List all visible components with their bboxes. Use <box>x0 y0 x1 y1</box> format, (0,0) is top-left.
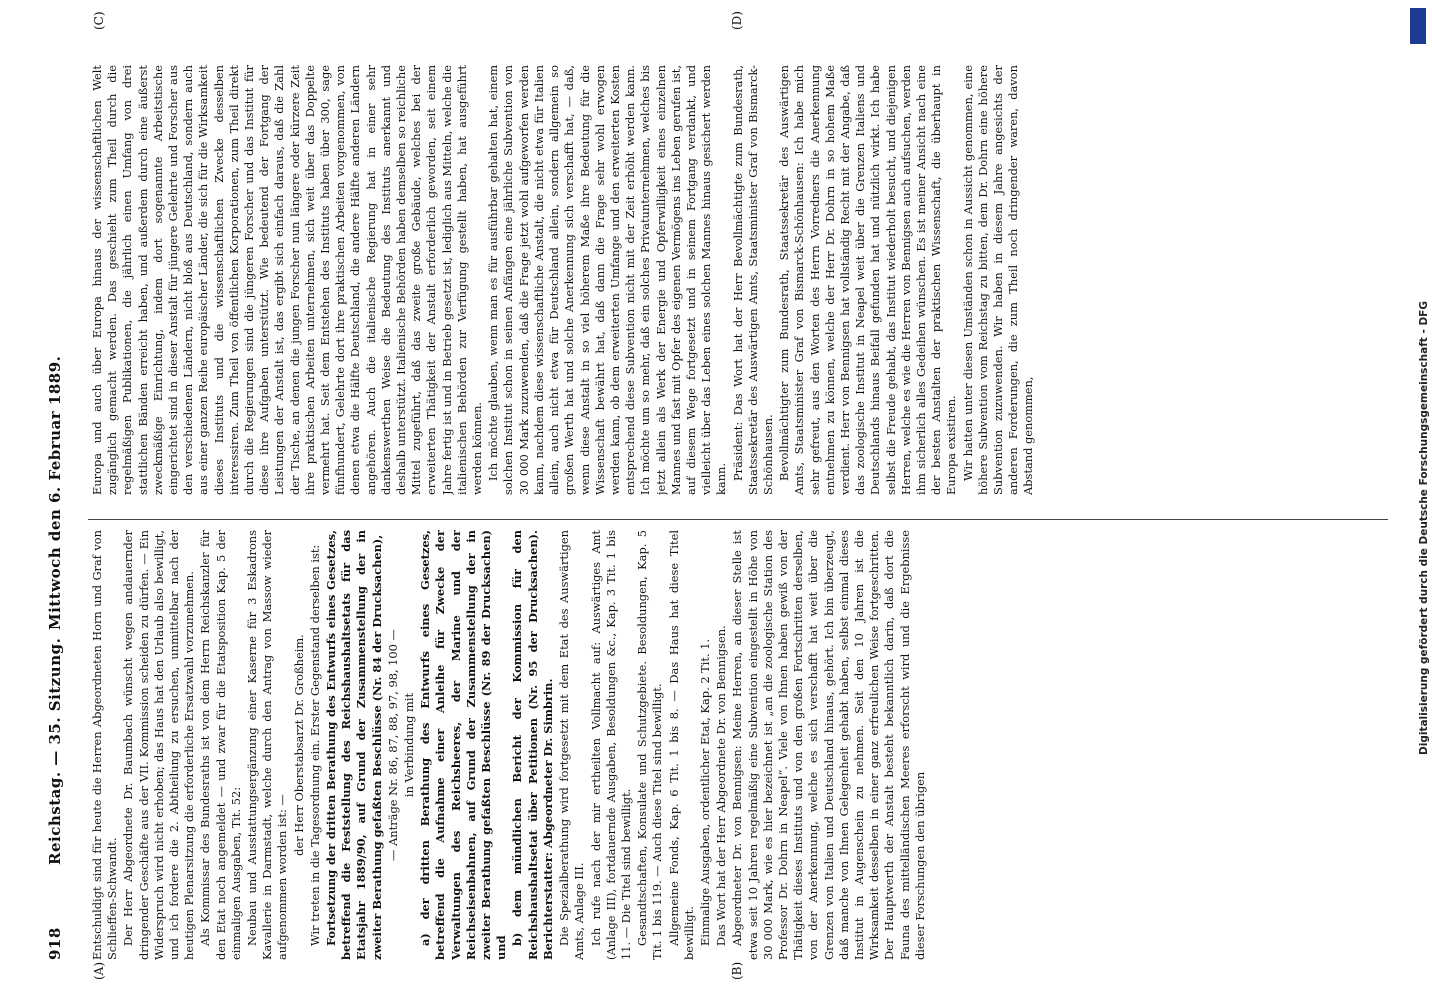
agenda-item-b: b) dem mündlichen Bericht der Kommission für den Reichshaushaltsetat über Petitionen (Nr. 95 der Drucksachen). Berichterstatter: Abgeordneter Dr. Simbrin. <box>510 530 555 960</box>
page-header <box>42 30 72 960</box>
agenda-item: Fortsetzung der dritten Berathung des Entwurfs eines Gesetzes, betreffend die Feststellung des Reichshaushaltsetats für das Etatsjahr 1889/90, auf Grund der Zusammenstellung der in zweiter Berathung gefaßten Beschlüsse (Nr. 84 der Drucksachen), <box>324 530 384 960</box>
paragraph: Wir hatten unter diesen Umständen schon in Aussicht genommen, eine höhere Subvention vom Reichstag zu bitten, dem Dr. Dohrn eine höhere Subvention zuzuwenden. Wir haben in diesem Jahre angesichts der anderen Forderungen, die zum Theil noch dringender waren, davon Abstand genommen, <box>960 65 1036 495</box>
speech: Bevollmächtigter zum Bundesrath, Staatssekretär des Auswärtigen Amts, Staatsminister Graf von Bismarck-Schönhausen: Ich habe mich sehr gefreut, aus den Worten des Herrn Vorredners die Anerkennung entnehmen zu können, welche der Herr Dr. Dohrn in so hohem Maße verdient. Herr von Bennigsen hat vollständig Recht mit der Angabe, daß das zoologische Institut in Neapel weit über die Grenzen Italiens und Deutschlands hinaus Beifall gefunden hat und nützlich wirkt. Ich habe selbst die Freude gehabt, das Institut wiederholt besucht, und diejenigen Herren, welche es wie die Herren von Bennigsen auch aufsuchen, werden ihm sicherlich alles Gedeihen wünschen. Es ist meiner Ansicht nach eine der besten Anstalten der praktischen Wissenschaft, die überhaupt in Europa existiren. <box>777 65 959 495</box>
paragraph: Das Wort hat der Herr Abgeordnete Dr. von Bennigsen. <box>714 625 729 946</box>
session-date: Mittwoch den 6. Februar 1889. <box>46 355 64 630</box>
speech: Präsident: Das Wort hat der Herr Bevollmächtigte zum Bundesrath, Staatssekretär des Auswärtigen Amts, Staatsminister Graf von Bismarck-Schönhausen. <box>730 65 775 495</box>
right-column <box>90 65 1395 495</box>
margin-mark-c: (C) <box>92 11 106 30</box>
dfg-logo-icon <box>1410 8 1426 44</box>
speech: Abgeordneter Dr. von Bennigsen: Meine Herren, an dieser Stelle ist etwa seit 10 Jahren regelmäßig eine Subvention eingestellt in Höhe von 30 000 Mark, wie es hier bezeichnet ist „an die zoologische Station des Professor Dr. Dohrn in Neapel“. Viele von Ihnen haben gewiß von der Thätigkeit dieses Instituts und von den großen Fortschritten derselben, von der Anerkennung, welche es sich verschafft hat weit über die Grenzen von Italien und Deutschland hinaus, gehört. Ich bin überzeugt, daß manche von Ihnen Gelegenheit gehabt haben, selbst einmal dieses Institut in Augenschein zu nehmen. Seit den 10 Jahren ist die Wirksamkeit desselben in einer ganz erfreulichen Weise fortgeschritten. Der Hauptwerth der Anstalt besteht bekanntlich darin, daß dort die Fauna des mittelländischen Meeres erforscht wird und die Ergebnisse dieser Forschungen den übrigen <box>730 530 927 960</box>
margin-mark-a: (A) <box>92 961 106 980</box>
paragraph: Einmalige Ausgaben, ordentlicher Etat, Kap. 2 Tit. 1. <box>697 638 712 946</box>
left-column <box>90 530 1395 960</box>
paragraph: — Anträge Nr. 86, 87, 88, 97, 98, 100 — <box>385 629 400 861</box>
paragraph: Ich rufe nach der mir ertheilten Vollmacht auf: Auswärtiges Amt (Anlage III), fortdauernde Ausgaben, Besoldungen &c., Kap. 3 Tit. 1 bis 11. — Die Titel sind bewilligt. <box>588 530 633 960</box>
session-title: Reichstag. — 35. Sitzung. <box>46 637 64 865</box>
margin-mark-d: (D) <box>730 11 744 30</box>
agenda-item-a: a) der dritten Berathung des Entwurfs eines Gesetzes, betreffend die Aufnahme einer Anleihe für Zwecke der Verwaltungen des Reichsheeres, der Marine und der Reichseisenbahnen, auf Grund der Zusammenstellung der in zweiter Berathung gefaßten Beschlüsse (Nr. 89 der Drucksachen) und <box>418 530 509 960</box>
paragraph: Gesandtschaften, Konsulate und Schutzgebiete. Besoldungen, Kap. 5 Tit. 1 bis 119. — Auch diese Titel sind bewilligt. <box>635 530 665 960</box>
paragraph: Neubau und Ausstattungsergänzung einer Kaserne für 3 Eskadrons Kavallerie in Darmstadt, welche durch den Antrag von Massow wieder aufgenommen worden ist: — <box>245 530 290 960</box>
paragraph: Allgemeine Fonds, Kap. 6 Tit. 1 bis 8. — Das Haus hat diese Titel bewilligt. <box>666 530 696 960</box>
paragraph: in Verbindung mit <box>402 692 417 798</box>
paragraph: Ich möchte glauben, wenn man es für ausführbar gehalten hat, einem solchen Institut schon in seinen Anfängen eine jährliche Subvention von 30 000 Mark zuzuwenden, daß die Frage jetzt wohl aufgeworfen werden kann, nachdem diese wissenschaftliche Anstalt, die nicht etwa für Italien allein, auch nicht etwa für Deutschland allein, sondern allgemein so großen Werth hat und solche Anerkennung sich verschafft hat, — daß, wenn diese Anstalt in so viel höherem Maße ihre Bedeutung für die Wissenschaft bewährt hat, daß dann die Frage sehr wohl erwogen werden kann, ob dem erweiterten Umfange und den erweiterten Kosten entsprechend diese Subvention nicht mit der Zeit erhöht werden kann. Ich möchte um so mehr, daß ein solches Privatunternehmen, welches bis jetzt allein als Werk der Energie und Opferwilligkeit eines einzelnen Mannes und fast mit Opfer des eigenen Vermögens ins Leben gerufen ist, auf diesem Wege fortgesetzt und in seinem Fortgang verdankt, und vielleicht über das Leben eines solchen Mannes hinaus gesichert werden kann. <box>486 65 729 495</box>
paragraph: Europa und auch über Europa hinaus der wissenschaftlichen Welt zugänglich gemacht werden. Das geschieht zum Theil durch die regelmäßigen Publikationen, die jährlich einen Umfang von drei stattlichen Bänden erreicht haben, und außerdem durch eine äußerst zweckmäßige Einrichtung, indem dort sogenannte Arbeitstische eingerichtet sind in dieser Anstalt für jüngere Gelehrte und Forscher aus den verschiedenen Ländern, nicht bloß aus Deutschland, sondern auch aus einer ganzen Reihe europäischer Länder, die sich für die Wirksamkeit dieses Instituts und die wissenschaftlichen Zwecke desselben interessiren. Zum Theil von öffentlichen Korporationen, zum Theil direkt durch die Regierungen sind die jüngeren Forscher und das Institut für diese ihre Aufgaben unterstützt. Wie bedeutend der Fortgang der Leistungen der Anstalt ist, das ergibt sich einfach daraus, daß die Zahl der Tische, an denen die jungen Forscher nun längere oder kürzere Zeit ihre praktischen Arbeiten unternehmen, sich weit über das Doppelte vermehrt hat. Seit dem Entstehen des Instituts haben über 300, sage fünfhundert, Gelehrte dort ihre praktischen Arbeiten vorgenommen, von denen etwa die Hälfte Deutschland, die andere Hälfte anderen Ländern angehören. Auch die italienische Regierung hat in einer sehr dankenswerthen Weise die Bedeutung des Instituts anerkannt und deshalb unterstützt. Italienische Behörden haben demselben so reichliche Mittel zugeführt, daß das zweite große Gebäude, welches bei der erweiterten Thätigkeit der Anstalt erforderlich geworden, seit einem Jahre fertig ist und in Betrieb gesetzt ist, lediglich aus Mitteln, welche die italienischen Behörden zur Verfügung gestellt haben, hat ausgeführt werden können. <box>90 65 485 495</box>
paragraph: Als Kommissar des Bundesraths ist von dem Herrn Reichskanzler für den Etat noch angemeldet — und zwar für die Etatsposition Kap. 5 der einmaligen Ausgaben, Tit. 52: <box>198 530 243 960</box>
paragraph: Wir treten in die Tagesordnung ein. Erster Gegenstand derselben ist: <box>307 544 322 946</box>
page-number: 918 <box>46 927 64 960</box>
margin-mark-b: (B) <box>730 961 744 980</box>
paragraph: Entschuldigt sind für heute die Herren Abgeordneten Horn und Graf von Schlieffen-Schwandt. <box>90 530 120 960</box>
paragraph: Der Herr Abgeordnete Dr. Baumbach wünscht wegen andauernder dringender Geschäfte aus der VII. Kommission scheiden zu dürfen. — Ein Widerspruch wird nicht erhoben; das Haus hat den Urlaub also bewilligt, und ich fordere die 2. Abtheilung zu ersuchen, unmittelbar nach der heutigen Plenarsitzung die erforderliche Ersatzwahl vorzunehmen. <box>121 530 197 960</box>
dfg-credit-text: Digitalisierung gefördert durch die Deutsche Forschungsgemeinschaft - DFG <box>1418 301 1430 755</box>
paragraph: der Herr Oberstabsarzt Dr. Großheim. <box>291 634 306 856</box>
dfg-credit-strip <box>1408 8 1428 993</box>
column-divider <box>88 519 1388 520</box>
paragraph: Die Spezialberathung wird fortgesetzt mit dem Etat des Auswärtigen Amts, Anlage III. <box>557 530 587 960</box>
